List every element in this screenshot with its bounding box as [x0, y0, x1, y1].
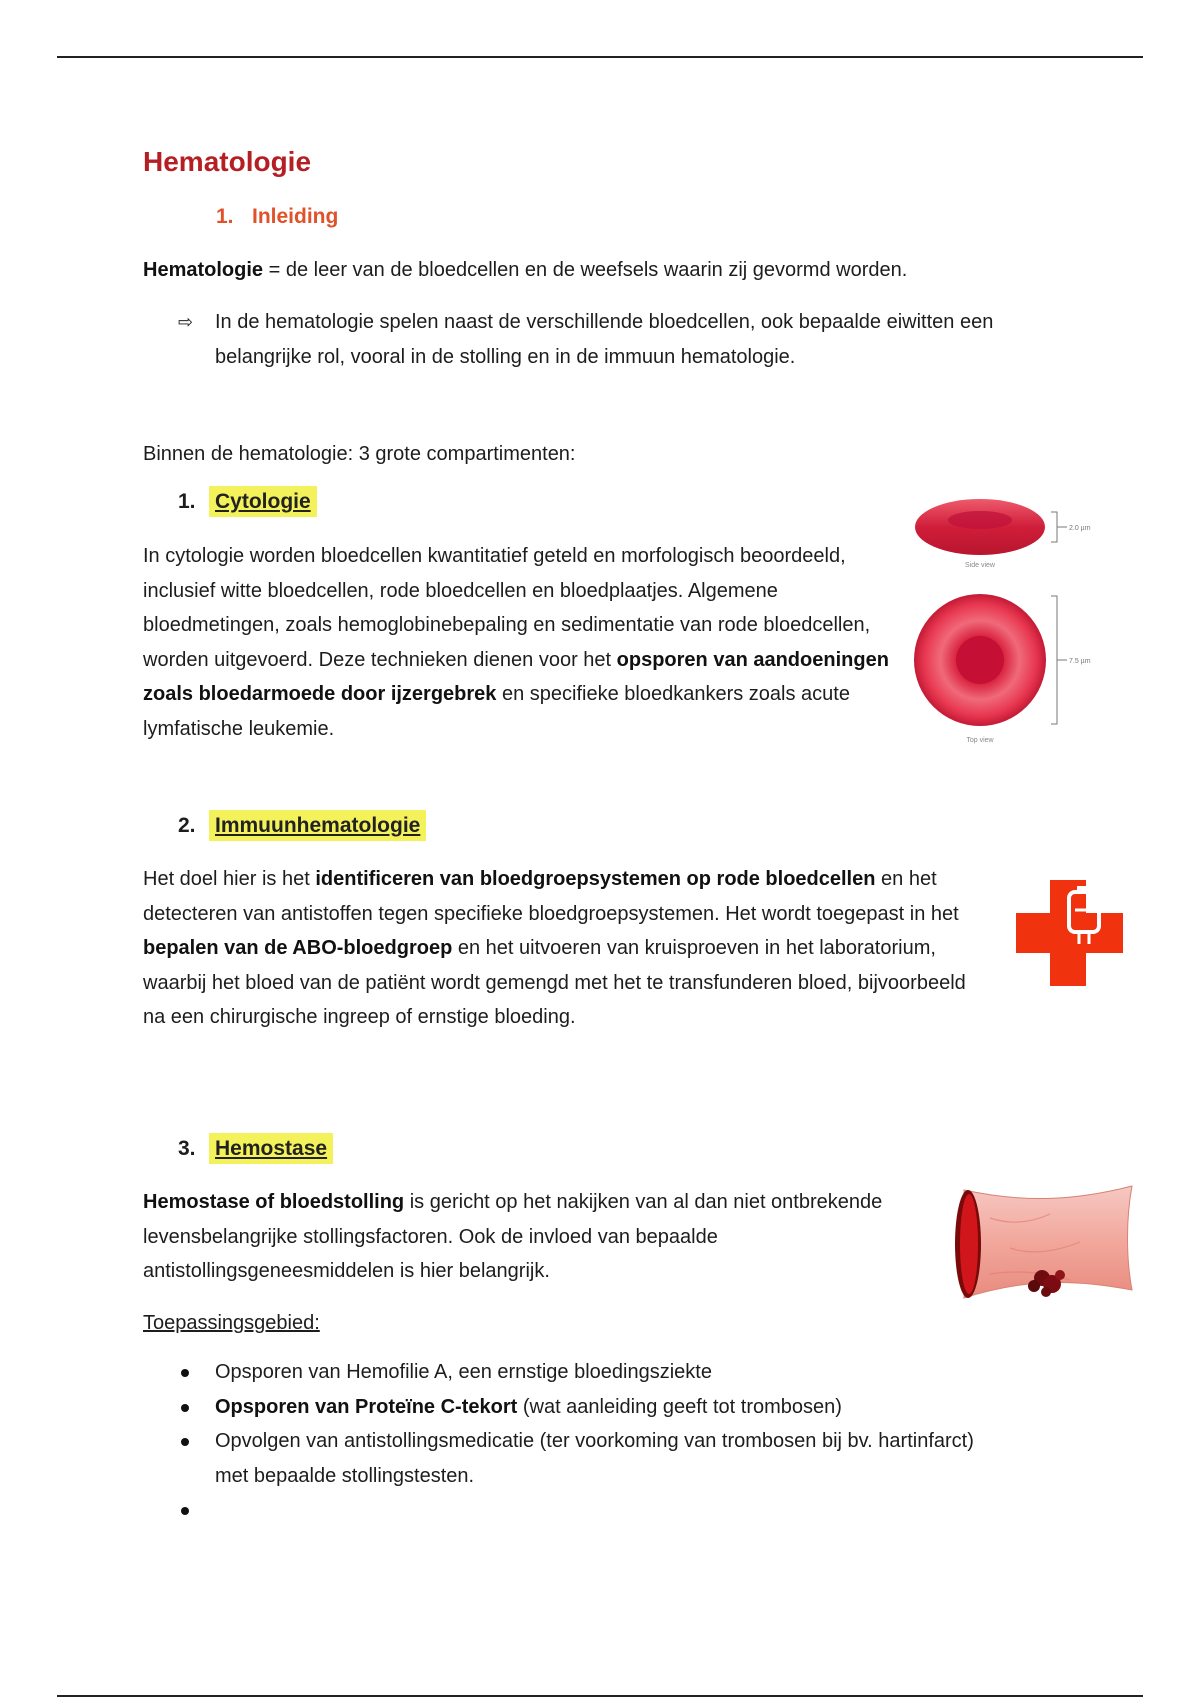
- list-item: [178, 1355, 998, 1390]
- list-item-empty: [178, 1493, 998, 1528]
- list-item-text: Opvolgen van antistollingsmedicatie (ter voorkoming van trombosen bij bv. hartinfarct) met bepaalde stollingstesten.: [215, 1430, 974, 1487]
- heading-hemostase: [178, 1137, 333, 1161]
- blood-transfusion-cross-icon: [1015, 878, 1125, 988]
- rbc-side-view: [915, 499, 1045, 555]
- immuunhematologie-paragraph: [143, 862, 983, 1035]
- heading-immuunhematologie: [178, 814, 426, 838]
- list-item: [178, 1424, 998, 1493]
- page-title: Hematologie: [143, 146, 312, 177]
- red-blood-cell-figure: [905, 492, 1105, 750]
- arrow-right-icon: ⇨: [178, 312, 194, 332]
- compartments-intro: Binnen de hematologie: 3 grote compartimenten:: [143, 443, 576, 465]
- section-heading-inleiding: [216, 205, 338, 229]
- top-rule: [57, 56, 1143, 58]
- blood-vessel-clot-figure: [950, 1178, 1140, 1308]
- immuno-bold: bepalen van de ABO-bloedgroep: [143, 937, 453, 959]
- bullet-icon: [181, 1507, 189, 1515]
- cytologie-text: In cytologie worden bloedcellen kwantitatief geteld en morfologisch beoordeeld, inclusief witte bloedcellen, rode bloedcellen en bloedplaatjes. Algemene bloedmetingen, zoals hemoglobinebepaling en sedimentatie van rode bloedcellen, worden uitgevoerd. Deze technieken dienen voor het: [143, 545, 871, 671]
- list-item-text: (wat aanleiding geeft tot trombosen): [517, 1395, 842, 1418]
- arrow-note-text: In de hematologie spelen naast de verschillende bloedcellen, ook bepaalde eiwitten een belangrijke rol, vooral in de stolling en in de immuun hematologie.: [215, 311, 994, 368]
- bottom-rule: [57, 1695, 1143, 1697]
- heading-label-highlighted: Cytologie: [209, 486, 317, 517]
- heading-number: 3.: [178, 1137, 196, 1160]
- list-item-text: Opsporen van Hemofilie A, een ernstige bloedingsziekte: [215, 1361, 712, 1383]
- dimension-label-diameter: 7.5 µm: [1069, 658, 1091, 665]
- heading-label-highlighted: Hemostase: [209, 1133, 333, 1164]
- definition-text: = de leer van de bloedcellen en de weefsels waarin zij gevormd worden.: [263, 259, 908, 281]
- applications-label: Toepassingsgebied:: [143, 1312, 320, 1334]
- list-item-bold: Opsporen van Proteïne C-tekort: [215, 1395, 518, 1418]
- immuno-text: en het uitvoeren van kruisproeven in het laboratorium, waarbij het bloed van de patiënt wordt gemengd met het te transfunderen bloed, bijvoorbeeld na een chirurgische ingreep of ernstige bloeding.: [143, 937, 966, 1028]
- rbc-top-view: [914, 594, 1046, 726]
- hemostase-paragraph: [143, 1185, 923, 1289]
- hemostase-text: is gericht op het nakijken van al dan niet ontbrekende levensbelangrijke stollingsfactoren. Ook de invloed van bepaalde antistollingsgeneesmiddelen is hier belangrijk.: [143, 1191, 883, 1282]
- side-view-caption: Side view: [965, 562, 995, 569]
- hemostase-bold: Hemostase of bloedstolling: [143, 1191, 405, 1213]
- top-view-caption: Top view: [966, 737, 994, 744]
- immuno-text: en het detecteren van antistoffen tegen specifieke bloedgroepsystemen. Het wordt toegepast in het: [143, 868, 959, 925]
- immuno-text: Het doel hier is het: [143, 868, 316, 890]
- cytologie-bold: opsporen van aandoeningen zoals bloedarmoede door ijzergebrek: [143, 648, 889, 705]
- bullet-icon: [181, 1438, 189, 1446]
- list-item: [178, 1390, 998, 1425]
- immuno-bold: identificeren van bloedgroepsystemen op rode bloedcellen: [315, 868, 876, 890]
- bullet-icon: [181, 1404, 189, 1412]
- definition-term: Hematologie: [143, 259, 264, 281]
- definition-paragraph: [143, 253, 1023, 288]
- heading-label-highlighted: Immuunhematologie: [209, 810, 426, 841]
- arrow-note: [178, 305, 1058, 374]
- section-label: Inleiding: [252, 205, 339, 228]
- section-number: 1.: [216, 205, 234, 228]
- cytologie-paragraph: [143, 539, 903, 746]
- applications-list: [178, 1355, 998, 1528]
- heading-cytologie: [178, 490, 317, 514]
- heading-number: 2.: [178, 814, 196, 837]
- dimension-label-thickness: 2.0 µm: [1069, 525, 1091, 532]
- heading-number: 1.: [178, 490, 196, 513]
- cytologie-text-end: en specifieke bloedkankers zoals acute lymfatische leukemie.: [143, 683, 850, 740]
- bullet-icon: [181, 1369, 189, 1377]
